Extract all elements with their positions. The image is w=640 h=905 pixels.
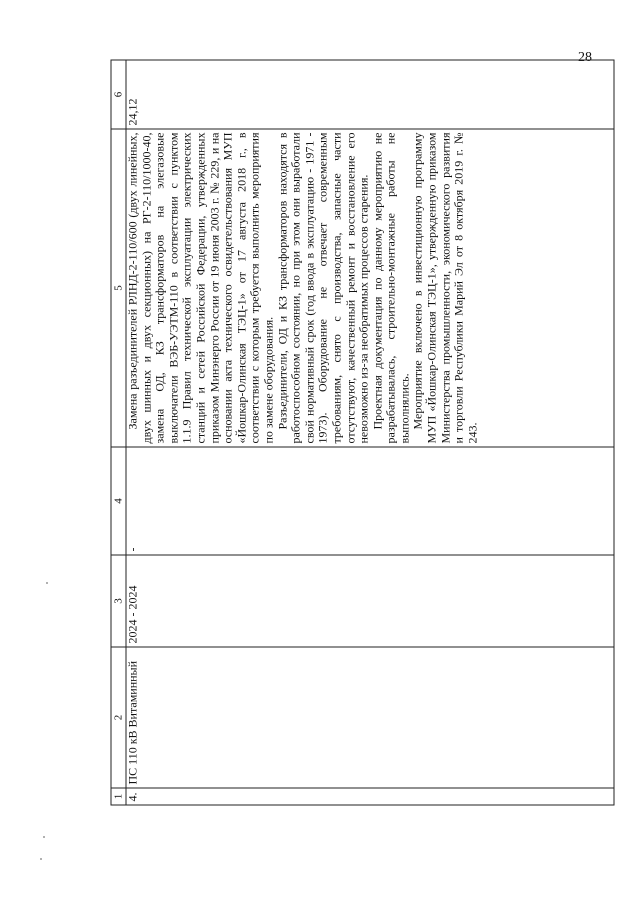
row-number: 4. xyxy=(126,788,614,805)
period: 2024 - 2024 xyxy=(126,555,614,647)
header-cell-5: 5 xyxy=(111,129,126,447)
header-cell-1: 1 xyxy=(111,788,126,805)
description-cell xyxy=(126,129,614,447)
scan-speck xyxy=(46,582,48,584)
description-paragraph-1: Замена разъединителей РЛНД-2-110/600 (двух линейных, двух шинных и двух секционных) на РГ-2-110/1000-40, замена ОД, КЗ трансформаторов на элегазовые выключатели ВЭБ-УЭТМ-110 в соответствии с пунктом 1.1.9 Правил технической эксплуатации электрических станций и сетей Российской Федерации, утвержденных приказом Минэнерго России от 19 июня 2003 г. № 229, и на основании акта технического освидетельствования МУП «Йошкар-Олинская ТЭЦ-1» от 17 августа 2018 г., в соответствии с которым требуется выполнить мероприятия по замене оборудования. xyxy=(125,132,275,443)
description-paragraph-4: Мероприятие включено в инвестиционную программу МУП «Йошкар-Олинская ТЭЦ-1», утвержденную приказом Министерства промышленности, экономического развития и торговли Республики Марий Эл от 8 октября 2019 г. № 243. xyxy=(410,132,479,443)
table-header-row xyxy=(111,60,126,805)
scan-speck xyxy=(40,858,42,860)
cost-value: 24,12 xyxy=(126,60,614,129)
rotated-table-container xyxy=(110,60,614,805)
description-paragraph-2: Разъединители, ОД и КЗ трансформаторов находятся в работоспособном состоянии, но при этом они выработали свой нормативный срок (год ввода в эксплуатацию - 1971 - 1973). Оборудование не отвечает современным требованиям, снято с производства, запасные части отсутствуют, качественный ремонт и восстановление его невозможно из-за необратимых процессов старения. xyxy=(274,132,371,443)
header-cell-2: 2 xyxy=(111,647,126,788)
scan-speck xyxy=(43,836,45,838)
object-name: ПС 110 кВ Витаминный xyxy=(126,647,614,788)
header-cell-6: 6 xyxy=(111,60,126,129)
header-cell-3: 3 xyxy=(111,555,126,647)
description-paragraph-3: Проектная документация по данному мероприятию не разрабатывалась, строительно-монтажные работы не выполнялись. xyxy=(369,132,411,443)
data-table xyxy=(110,59,614,805)
column-4-value: - xyxy=(126,447,614,555)
header-cell-4: 4 xyxy=(111,447,126,555)
table-row xyxy=(126,60,614,805)
page-number: 28 xyxy=(578,50,592,65)
